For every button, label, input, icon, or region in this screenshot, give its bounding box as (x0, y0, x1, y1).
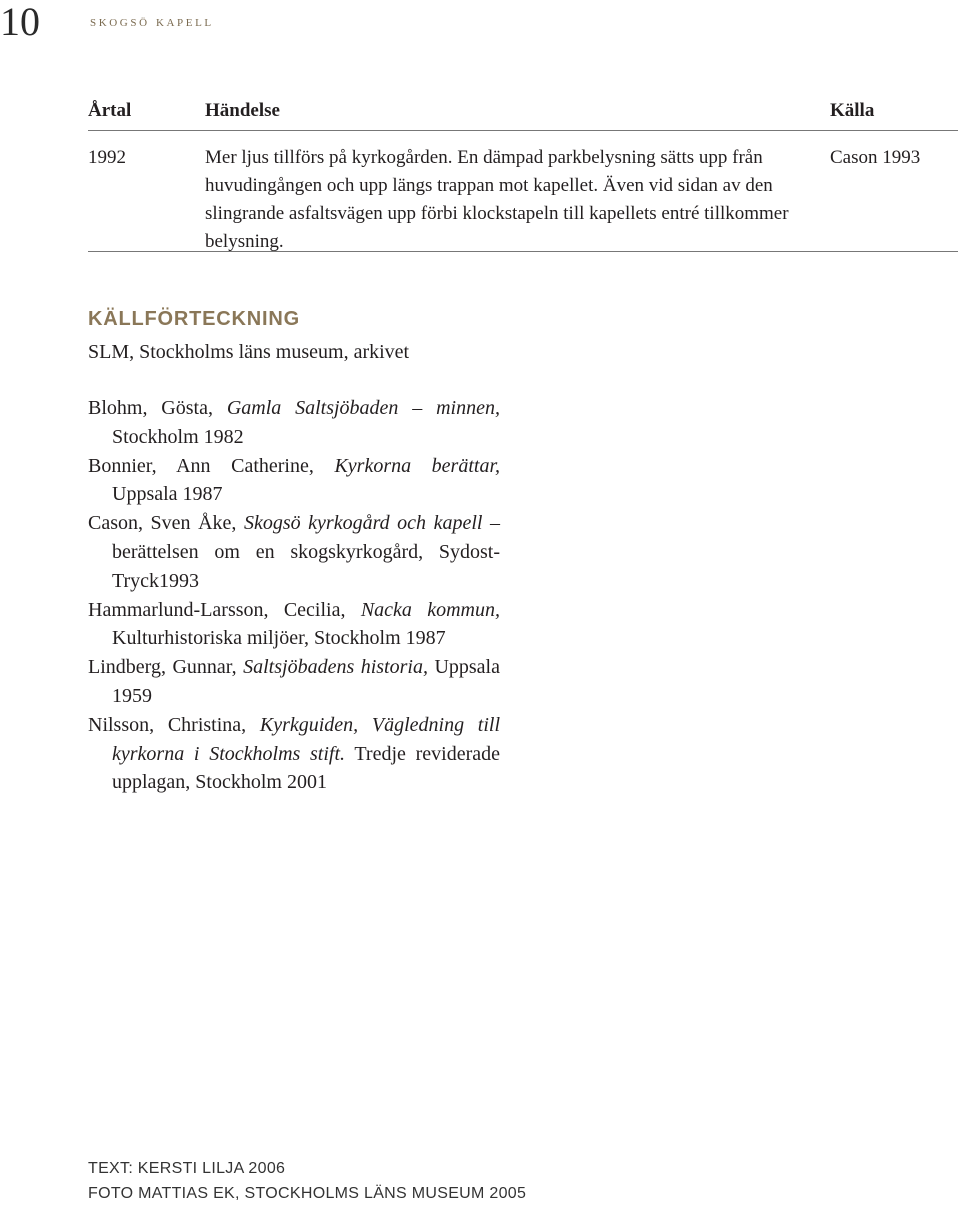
reference-details: Stockholm 1982 (112, 425, 244, 448)
reference-author: Bonnier, Ann Catherine, (88, 454, 335, 477)
reference-item (88, 394, 500, 452)
reference-list (88, 394, 500, 797)
reference-item (88, 452, 500, 510)
row-year: 1992 (88, 147, 126, 168)
column-header-year: Årtal (88, 100, 132, 121)
photo-credit: FOTO MATTIAS EK, STOCKHOLMS LÄNS MUSEUM 2005 (88, 1185, 527, 1202)
table-header (88, 96, 958, 131)
reference-author: Lindberg, Gunnar, (88, 656, 244, 679)
reference-title: Gamla Saltsjöbaden – minnen, (226, 397, 500, 419)
section-title: KÄLLFÖRTECKNING (88, 308, 300, 330)
row-source: Cason 1993 (830, 147, 921, 168)
history-table (88, 96, 958, 252)
reference-item (88, 653, 500, 711)
reference-details: Tredje reviderade upplagan, Stockholm 2001 (112, 742, 501, 794)
reference-item (88, 509, 500, 595)
reference-title: Saltsjöbadens historia, (243, 656, 428, 679)
reference-details: Uppsala 1987 (112, 483, 223, 506)
reference-author: Blohm, Gösta, (88, 397, 227, 419)
text-credit: TEXT: KERSTI LILJA 2006 (88, 1160, 286, 1177)
archive-line: SLM, Stockholms läns museum, arkivet (88, 341, 410, 363)
reference-details: Kulturhistoriska miljöer, Stockholm 1987 (112, 627, 446, 650)
row-event: Mer ljus tillförs på kyrkogården. En dämpad parkbelysning sätts upp från huvudingången och upp längs trappan mot kapellet. Även vid sidan av den slingrande asfaltsvägen upp förbi klockstapeln till kapellets entré tillkommer belysning. (205, 147, 789, 252)
credits (88, 1156, 526, 1206)
column-header-source: Källa (830, 100, 875, 121)
reference-author: Nilsson, Christina, (88, 713, 260, 736)
column-header-event: Händelse (205, 100, 280, 121)
reference-details: berättelsen om en skogskyrkogård, Sydost-Tryck1993 (112, 540, 500, 592)
reference-item (88, 711, 500, 797)
reference-title: Kyrkguiden, Vägledning till kyrkorna i Stockholms stift. (112, 713, 501, 765)
reference-author: Hammarlund-Larsson, Cecilia, (88, 598, 361, 621)
table-row (88, 131, 958, 252)
reference-title: Nacka kommun, (360, 598, 500, 621)
reference-details: Uppsala 1959 (112, 656, 500, 707)
running-head: skogsö kapell (90, 14, 214, 30)
reference-title: Kyrkorna berättar, (334, 454, 501, 477)
reference-author: Cason, Sven Åke, (88, 512, 244, 535)
page-number: 10 (0, 0, 40, 44)
reference-title: Skogsö kyrkogård och kapell – (243, 512, 501, 535)
reference-item (88, 596, 500, 654)
